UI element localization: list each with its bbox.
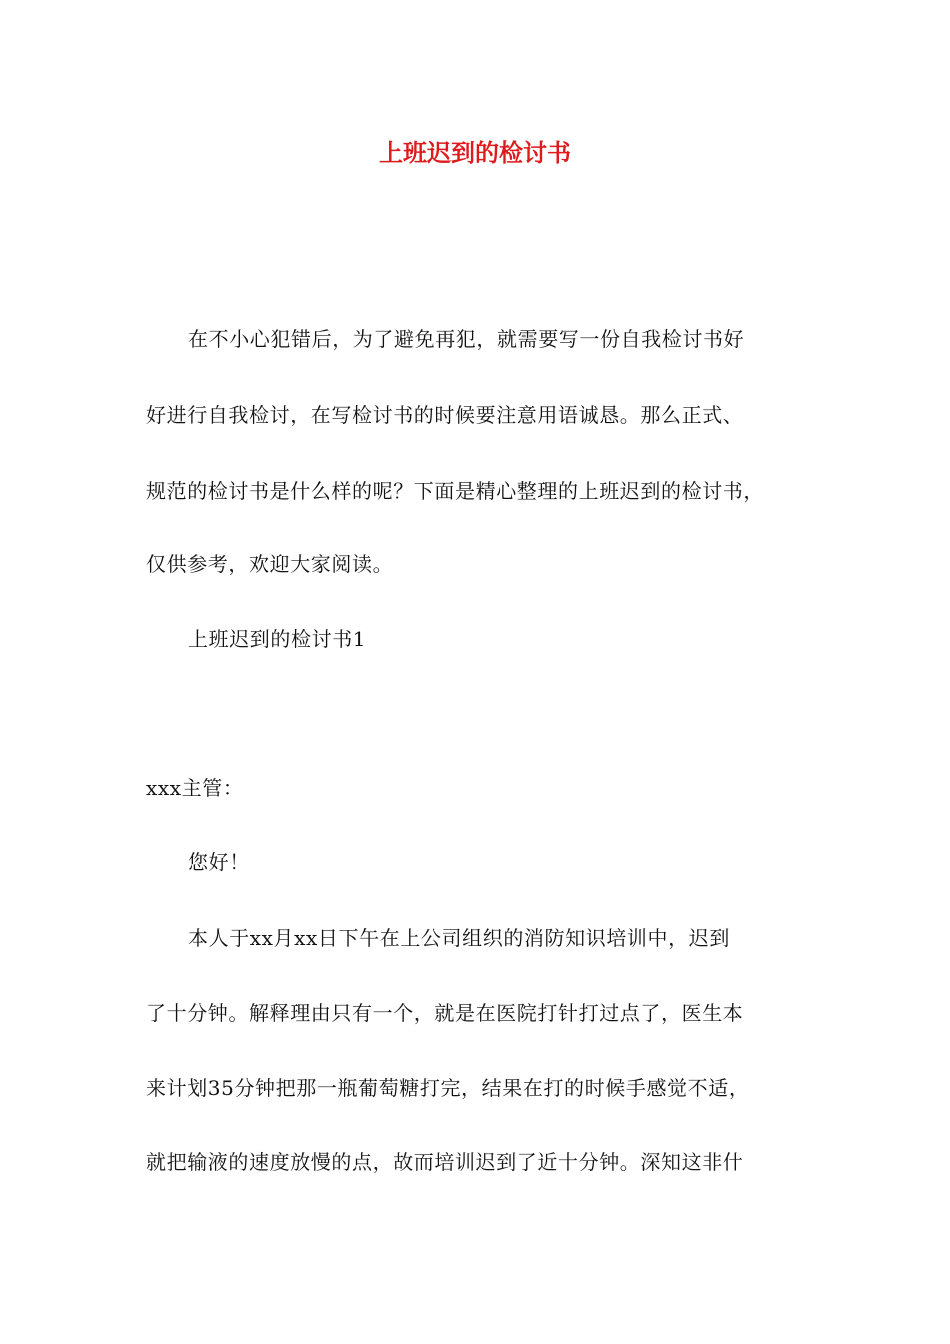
intro-line-2: 好进行自我检讨，在写检讨书的时候要注意用语诚恳。那么正式、: [146, 403, 744, 427]
intro-line-4: 仅供参考，欢迎大家阅读。: [146, 552, 394, 576]
body-line-3: 来计划35分钟把那一瓶葡萄糖打完，结果在打的时候手感觉不适，: [146, 1076, 750, 1100]
greeting: 您好！: [188, 850, 250, 874]
document-title: 上班迟到的检讨书: [379, 138, 571, 167]
salutation: xxx主管：: [146, 776, 244, 800]
section-heading: 上班迟到的检讨书1: [188, 627, 367, 651]
body-line-2: 了十分钟。解释理由只有一个，就是在医院打针打过点了，医生本: [146, 1001, 744, 1025]
intro-line-1: 在不小心犯错后，为了避免再犯，就需要写一份自我检讨书好: [188, 327, 745, 351]
intro-line-3: 规范的检讨书是什么样的呢？下面是精心整理的上班迟到的检讨书，: [146, 479, 764, 503]
body-line-1: 本人于xx月xx日下午在上公司组织的消防知识培训中，迟到: [188, 926, 730, 950]
body-line-4: 就把输液的速度放慢的点，故而培训迟到了近十分钟。深知这非什: [146, 1150, 744, 1174]
